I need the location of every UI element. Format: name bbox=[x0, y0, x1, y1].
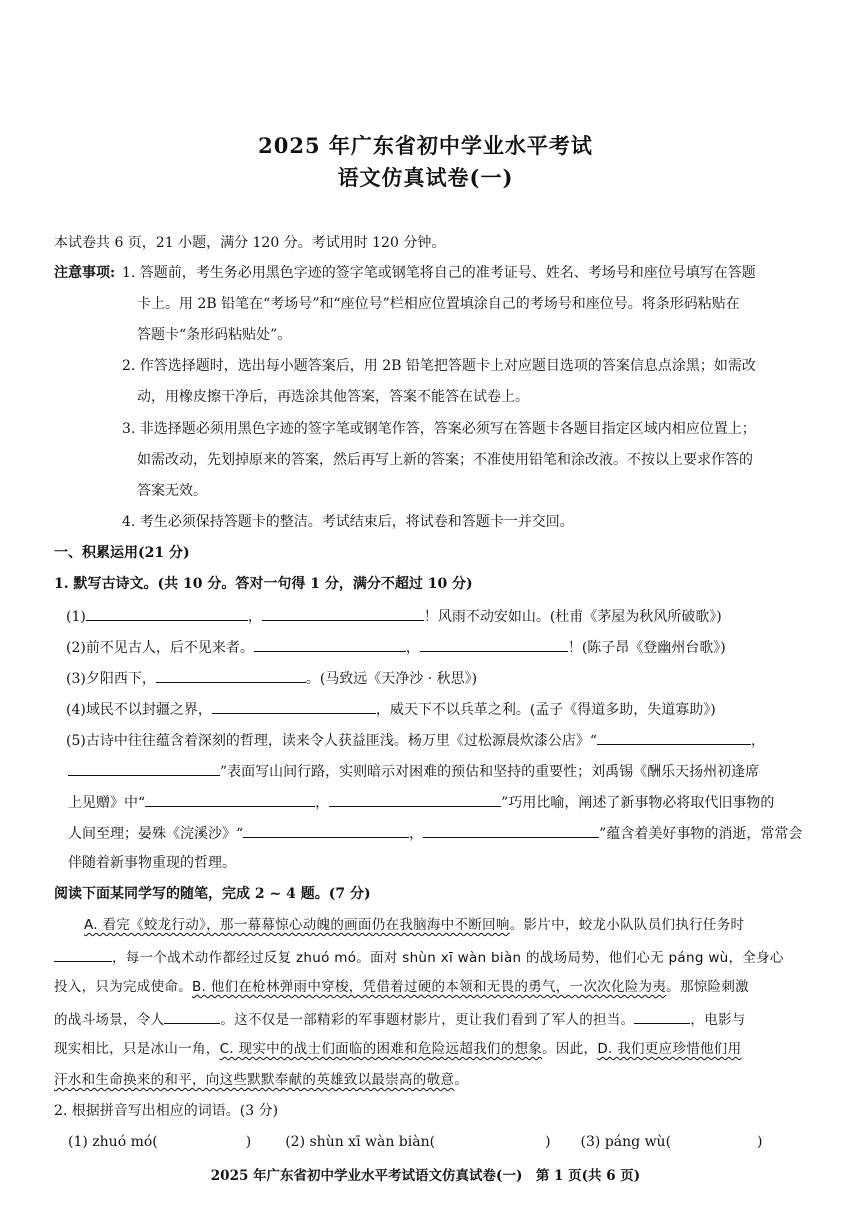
notice-item-2-cont: 动，用橡皮擦干净后，再选涂其他答案，答案不能答在试卷上。 bbox=[137, 389, 529, 405]
question-1-5-cont: 伴随着新事物重现的哲理。 bbox=[68, 855, 236, 871]
page-footer: 2025 年广东省初中学业水平考试语文仿真试卷(一) 第 1 页(共 6 页) bbox=[210, 1168, 641, 1184]
question-1-5-cont bbox=[68, 791, 774, 813]
exam-subtitle: 语文仿真试卷(一) bbox=[337, 165, 514, 190]
essay-text: 。影片中，蛟龙小队队员们执行任务时 bbox=[509, 917, 745, 933]
notice-label: 注意事项: bbox=[54, 265, 116, 281]
comma: ， bbox=[409, 826, 424, 842]
answer-blank[interactable] bbox=[420, 636, 568, 652]
close-paren: ) bbox=[545, 1134, 551, 1150]
intro-text: 本试卷共 6 页，21 小题，满分 120 分。考试用时 120 分钟。 bbox=[54, 235, 446, 251]
item-text: ”表面写山间行路，实则暗示对困难的预估和坚持的重要性；刘禹锡《酬乐天扬州初逢席 bbox=[220, 764, 760, 780]
sentence-a: A. 看完《蛟龙行动》，那一幕幕惊心动魄的画面仍在我脑海中不断回响 bbox=[84, 917, 510, 933]
question-2-options bbox=[68, 1132, 763, 1152]
item-text: ”巧用比喻，阐述了新事物必将取代旧事物的 bbox=[501, 795, 775, 811]
essay-line bbox=[54, 977, 749, 997]
question-1-5-cont bbox=[68, 822, 802, 844]
close-paren: ) bbox=[245, 1134, 252, 1150]
sentence-d-cont: 汗水和生命换来的和平，向这些默默奉献的英雄致以最崇高的敬意 bbox=[54, 1072, 455, 1088]
answer-blank[interactable] bbox=[86, 605, 248, 621]
comma: ， bbox=[315, 795, 330, 811]
answer-blank[interactable] bbox=[145, 791, 315, 807]
answer-blank[interactable] bbox=[243, 822, 409, 838]
comma: ， bbox=[247, 609, 262, 625]
notice-item-3-cont: 答案无效。 bbox=[137, 483, 207, 499]
essay-text: 现实相比，只是冰山一角， bbox=[54, 1041, 220, 1057]
essay-text: ，电影与 bbox=[690, 1012, 746, 1028]
essay-text: 的战斗场景，令人 bbox=[54, 1012, 165, 1028]
question-1-1 bbox=[66, 605, 722, 627]
essay-text: 投入，只为完成使命。 bbox=[54, 979, 192, 995]
essay-text: 。那惊险刺激 bbox=[666, 979, 749, 995]
reading-heading: 阅读下面某同学写的随笔，完成 2 ~ 4 题。(7 分) bbox=[54, 886, 371, 902]
item-tail: ，威天下不以兵革之利。(孟子《得道多助，失道寡助》) bbox=[375, 702, 716, 718]
answer-blank[interactable] bbox=[634, 1008, 690, 1024]
section-heading: 一、积累运用(21 分) bbox=[54, 545, 190, 561]
essay-line bbox=[54, 1039, 741, 1059]
question-1-5 bbox=[66, 729, 765, 751]
sentence-c: C. 现实中的战士们面临的困难和危险远超我们的想象 bbox=[219, 1041, 543, 1057]
option-3: (3) páng wù( bbox=[580, 1134, 672, 1150]
item-head: (2)前不见古人，后不见来者。 bbox=[66, 640, 254, 656]
essay-line bbox=[54, 1008, 746, 1030]
answer-blank[interactable] bbox=[68, 760, 220, 776]
item-head: (3)夕阳西下， bbox=[66, 671, 156, 687]
essay-text: ，每一个战术动作都经过反复 zhuó mó。面对 shùn xī wàn biàn 的战场局势，他们心无 páng wù，全身心 bbox=[112, 950, 784, 966]
sentence-b: B. 他们在枪林弹雨中穿梭，凭借着过硬的本领和无畏的勇气，一次次化险为夷 bbox=[192, 979, 667, 995]
notice-item-1-cont: 答题卡“条形码粘贴处”。 bbox=[137, 327, 292, 343]
answer-blank[interactable] bbox=[212, 698, 376, 714]
question-1-2 bbox=[66, 636, 726, 658]
notice-item-1-cont: 卡上。用 2B 铅笔在“考场号”和“座位号”栏相应位置填涂自己的考场号和座位号。将条形码粘贴在 bbox=[137, 296, 740, 312]
item-number: (1) bbox=[66, 609, 86, 625]
notice-item-3: 3. 非选择题必须用黑色字迹的签字笔或钢笔作答，答案必须写在答题卡各题目指定区域内相应位置上； bbox=[122, 421, 756, 437]
essay-text: 。这不仅是一部精彩的军事题材影片，更让我们看到了军人的担当。 bbox=[220, 1012, 635, 1028]
answer-blank[interactable] bbox=[54, 946, 112, 962]
comma: ， bbox=[751, 733, 765, 749]
item-head: (4)域民不以封疆之界， bbox=[66, 702, 212, 718]
notice-item-2: 2. 作答选择题时，选出每小题答案后，用 2B 铅笔把答题卡上对应题目选项的答案信息点涂黑；如需改 bbox=[122, 358, 756, 374]
essay-text: 。 bbox=[454, 1072, 469, 1088]
item-text: ”蕴含着美好事物的消逝，常常会 bbox=[599, 826, 803, 842]
question-1-4 bbox=[66, 698, 716, 720]
essay-line bbox=[54, 946, 784, 968]
answer-blank[interactable] bbox=[156, 667, 306, 683]
essay-line bbox=[54, 1070, 468, 1090]
comma: ， bbox=[405, 640, 420, 656]
item-tail: 。(马致远《天净沙 · 秋思》) bbox=[305, 671, 478, 687]
answer-blank[interactable] bbox=[597, 729, 751, 745]
notice-item-1: 1. 答题前，考生务必用黑色字迹的签字笔或钢笔将自己的准考证号、姓名、考场号和座位号填写在答题 bbox=[122, 265, 756, 281]
answer-blank[interactable] bbox=[423, 822, 599, 838]
essay-text: 。因此， bbox=[542, 1041, 598, 1057]
notice-item-3-cont: 如需改动，先划掉原来的答案，然后再写上新的答案；不准使用铅笔和涂改液。不按以上要求作答的 bbox=[137, 452, 753, 468]
answer-blank[interactable] bbox=[164, 1008, 220, 1024]
answer-blank[interactable] bbox=[329, 791, 501, 807]
question-2-heading: 2. 根据拼音写出相应的词语。(3 分) bbox=[54, 1103, 279, 1119]
item-tail: ！(陈子昂《登幽州台歌》) bbox=[567, 640, 726, 656]
close-paren: ) bbox=[757, 1134, 763, 1150]
item-text: (5)古诗中往往蕴含着深刻的哲理，读来令人获益匪浅。杨万里《过松源晨炊漆公店》“ bbox=[66, 733, 597, 749]
item-text: 上见赠》中“ bbox=[68, 795, 146, 811]
question-1-5-cont bbox=[68, 760, 759, 782]
answer-blank[interactable] bbox=[254, 636, 406, 652]
option-1: (1) zhuó mó( bbox=[68, 1134, 158, 1150]
item-text: 人间至理；晏殊《浣溪沙》“ bbox=[68, 826, 244, 842]
item-tail: ！风雨不动安如山。(杜甫《茅屋为秋风所破歌》) bbox=[423, 609, 722, 625]
question-1-3 bbox=[66, 667, 477, 689]
exam-title: 2025 年广东省初中学业水平考试 bbox=[258, 133, 593, 158]
option-2: (2) shùn xī wàn biàn( bbox=[285, 1134, 436, 1150]
sentence-d: D. 我们更应珍惜他们用 bbox=[597, 1041, 742, 1057]
answer-blank[interactable] bbox=[262, 605, 424, 621]
question-1-heading: 1. 默写古诗文。(共 10 分。答对一句得 1 分，满分不超过 10 分) bbox=[54, 576, 473, 592]
essay-line bbox=[84, 915, 744, 935]
notice-item-4: 4. 考生必须保持答题卡的整洁。考试结束后，将试卷和答题卡一并交回。 bbox=[122, 514, 574, 530]
